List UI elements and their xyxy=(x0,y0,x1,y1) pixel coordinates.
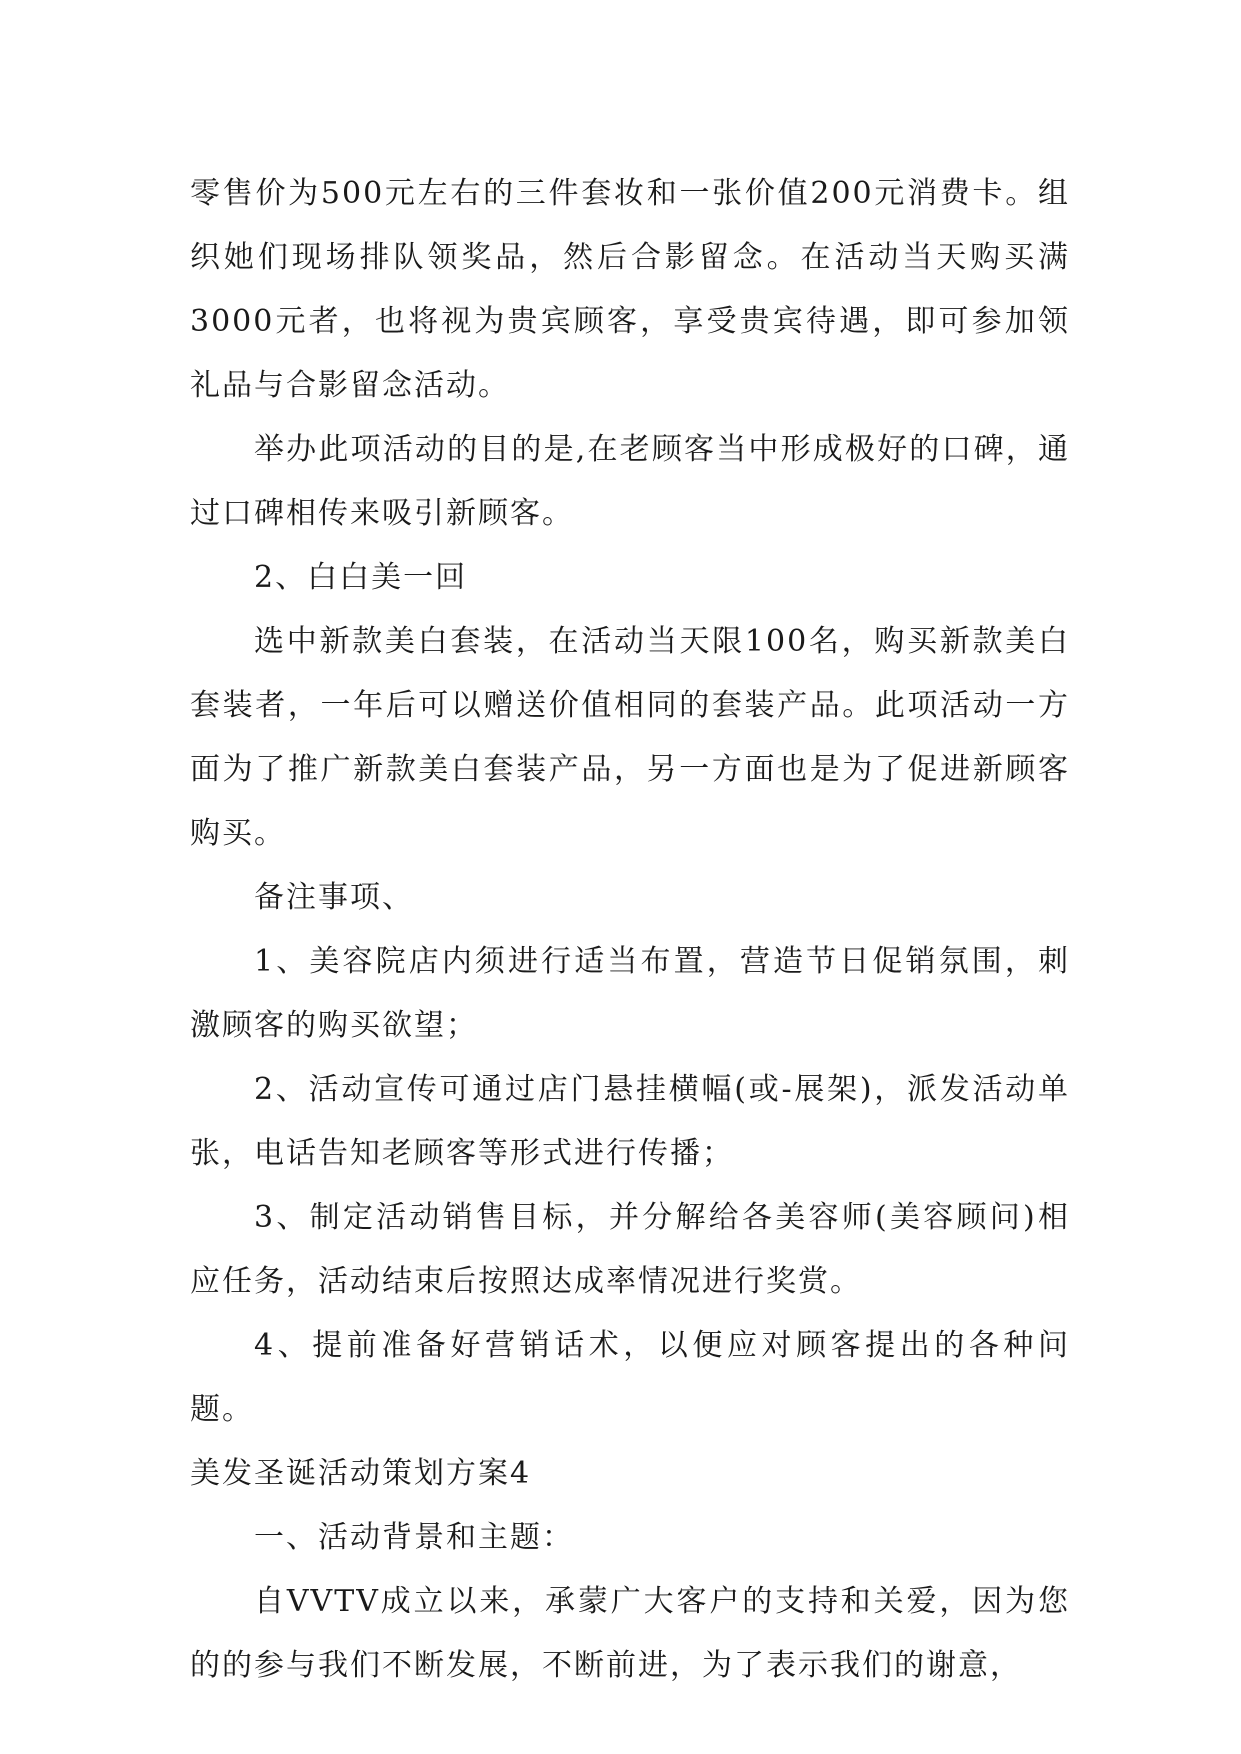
section-heading-2: 2、白白美一回 xyxy=(254,560,468,595)
note-item-2: 2、活动宣传可通过店门悬挂横幅(或-展架)，派发活动单张，电话告知老顾客等形式进行传播； xyxy=(190,1072,1070,1171)
background-heading: 一、活动背景和主题： xyxy=(254,1520,574,1555)
paragraph-3: 选中新款美白套装，在活动当天限100名，购买新款美白套装者，一年后可以赠送价值相同的套装产品。此项活动一方面为了推广新款美白套装产品，另一方面也是为了促进新顾客购买。 xyxy=(190,624,1070,851)
paragraph-4: 自VVTV成立以来，承蒙广大客户的支持和关爱，因为您的的参与我们不断发展，不断前进，为了表示我们的谢意， xyxy=(190,1584,1070,1683)
notes-heading: 备注事项、 xyxy=(254,880,414,915)
note-item-4: 4、提前准备好营销话术，以便应对顾客提出的各种问题。 xyxy=(190,1328,1070,1427)
plan-title: 美发圣诞活动策划方案4 xyxy=(190,1456,532,1491)
paragraph-1: 零售价为500元左右的三件套妆和一张价值200元消费卡。组织她们现场排队领奖品，然后合影留念。在活动当天购买满3000元者，也将视为贵宾顾客，享受贵宾待遇，即可参加领礼品与合影留念活动。 xyxy=(190,176,1070,403)
note-item-1: 1、美容院店内须进行适当布置，营造节日促销氛围，刺激顾客的购买欲望； xyxy=(190,944,1070,1043)
paragraph-2: 举办此项活动的目的是,在老顾客当中形成极好的口碑，通过口碑相传来吸引新顾客。 xyxy=(190,432,1070,531)
note-item-3: 3、制定活动销售目标，并分解给各美容师(美容顾问)相应任务，活动结束后按照达成率情况进行奖赏。 xyxy=(190,1200,1070,1299)
document-body xyxy=(190,162,1070,1698)
